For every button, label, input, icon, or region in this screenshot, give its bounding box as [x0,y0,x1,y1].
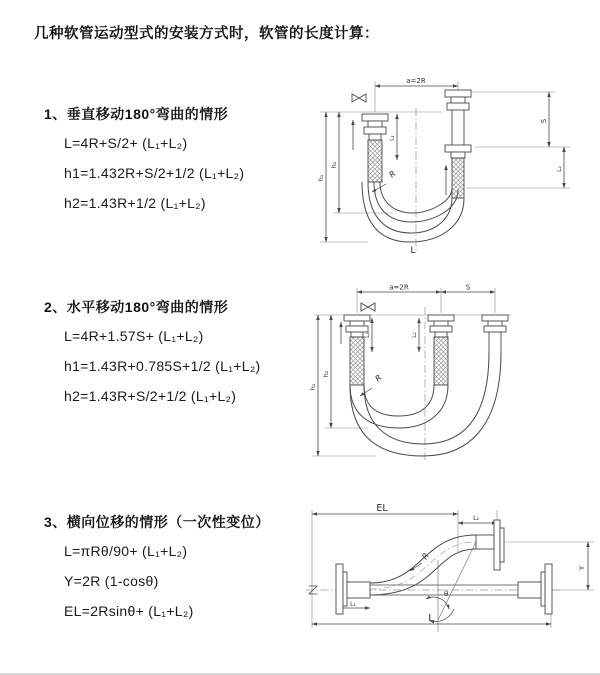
dim-label-stroke: S [465,283,471,292]
dim-label-l1: L₁ [364,332,371,338]
dim-label-radius: R [373,373,384,384]
dim-label-l1: L₁ [389,135,396,141]
formula-line: h2=1.43R+S/2+1/2 (L₁+L₂) [64,388,237,404]
hose-u-curves [350,352,501,456]
section-3-formulas [64,536,270,626]
dim-label-h1: h₁ [317,174,325,182]
diagram-lateral-displacement [298,502,600,647]
left-flange-fitting [362,114,388,182]
formula-line: h1=1.43R+0.785S+1/2 (L₁+L₂) [64,358,261,374]
dim-label-length: L [428,613,434,624]
section-1-heading: 1、垂直移动180°弯曲的情形 [44,106,229,122]
right-flange-fitting-upper [445,90,471,145]
page-title: 几种软管运动型式的安装方式时，软管的长度计算： [34,26,379,42]
dim-label-stroke: S [540,118,548,124]
formula-line: Y=2R (1-cosθ) [64,573,159,589]
section-2-heading: 2、水平移动180°弯曲的情形 [44,299,229,315]
section-vertical-movement [44,104,244,218]
formula-line: L=4R+S/2+ (L₁+L₂) [64,135,188,151]
valve-icon [361,303,375,311]
extension-lines [312,288,511,456]
dim-label-length: L [410,246,416,256]
extension-lines [320,81,570,242]
section-3-heading: 3、横向位移的情形（一次性变位） [44,514,270,530]
dim-label-h1: h₁ [309,383,317,391]
dim-label-l2: L₂ [473,515,479,522]
section-horizontal-movement [44,297,261,411]
formula-line: L=4R+1.57S+ (L₁+L₂) [64,328,204,344]
dim-label-l2: L₂ [411,332,418,338]
formula-line: h2=1.43R+1/2 (L₁+L₂) [64,195,206,211]
formula-line: h1=1.432R+S/2+1/2 (L₁+L₂) [64,165,245,181]
dim-label-angle: θ [444,590,449,598]
radius-leader [360,388,372,396]
dim-label-radius: R [420,551,431,562]
right-flange-fitting-moved [482,315,508,352]
hose-u-curves [362,182,464,242]
dim-label-y: Y [578,565,586,571]
diagram-vertical-180-bend [312,70,592,262]
right-flange-fitting [518,564,552,614]
top-flange-fitting-displaced [476,520,504,570]
dim-label-h2: h₂ [322,370,330,378]
angle-construction-lines [438,542,476,632]
dim-label-l1: L₁ [350,601,356,608]
formula-line: L=πRθ/90+ (L₁+L₂) [64,543,188,559]
section-1-formulas [64,128,244,218]
dim-label-h2: h₂ [330,161,338,169]
formula-line: EL=2Rsinθ+ (L₁+L₂) [64,603,194,619]
left-flange-fitting [344,315,370,385]
diagram-horizontal-180-bend [306,282,598,467]
dim-label-l2: L₂ [556,166,563,172]
valve-icon [352,94,366,102]
section-lateral-displacement [44,512,270,626]
dim-label-radius: R [387,169,398,180]
dim-label-span: a=2R [406,77,426,85]
dim-label-el: EL [376,503,388,514]
dim-label-span: a=2R [389,283,409,292]
section-2-formulas [64,321,261,411]
middle-flange-fitting [428,315,454,385]
